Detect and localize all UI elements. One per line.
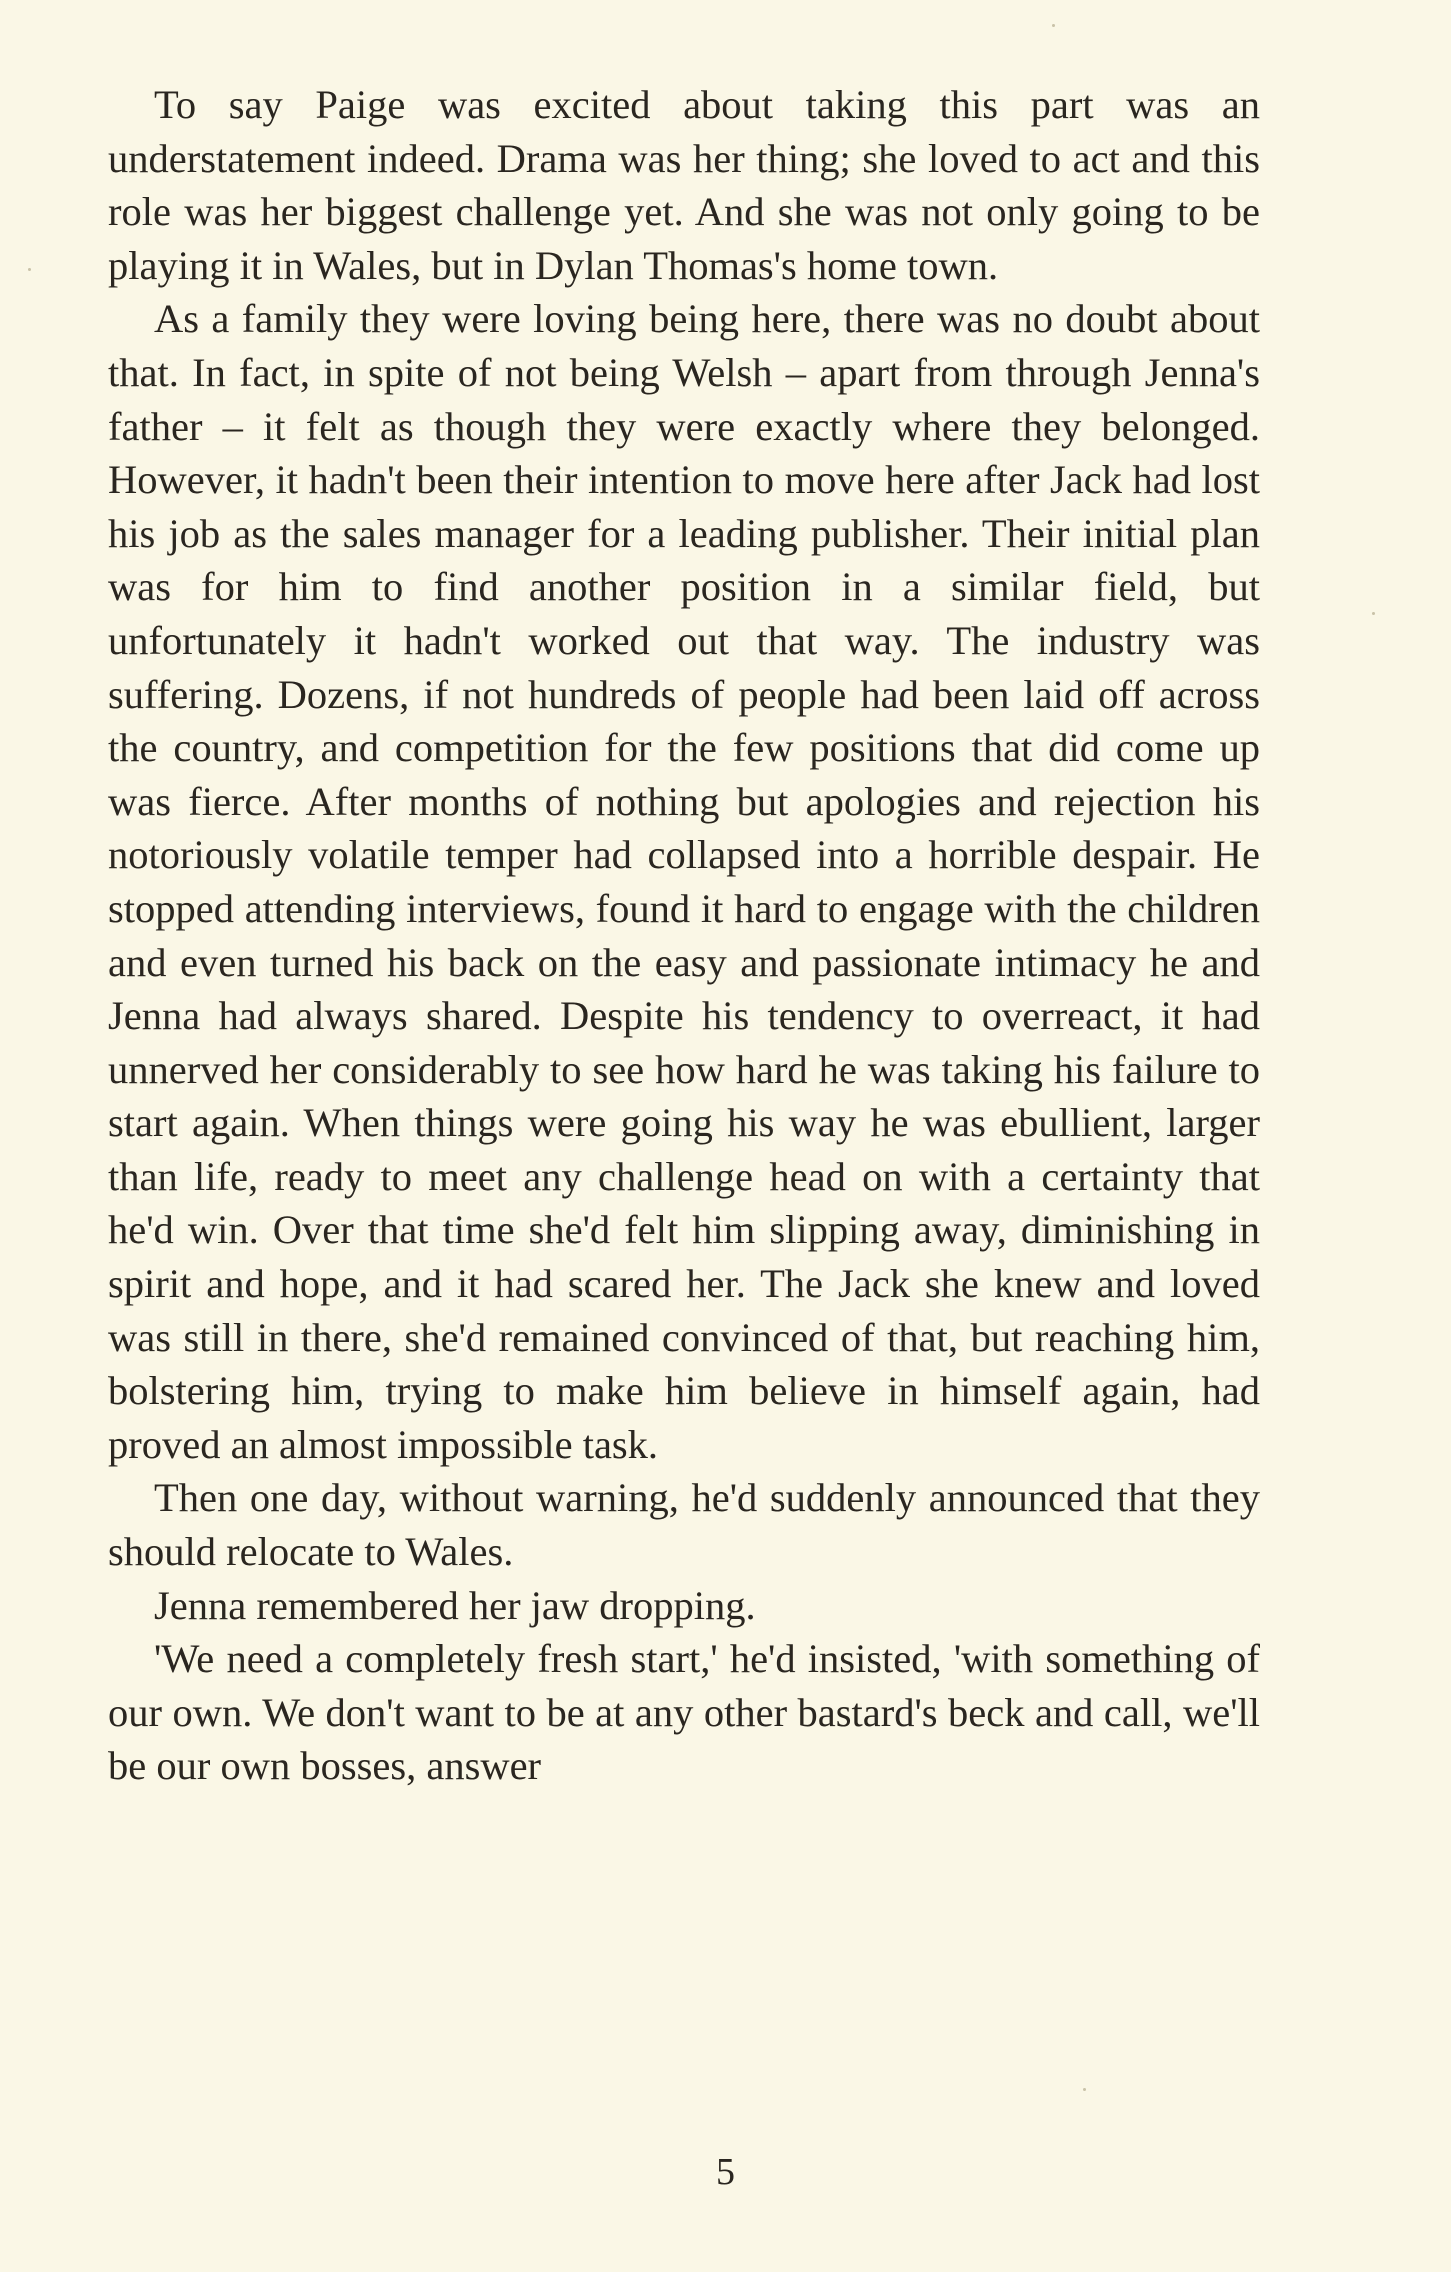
paper-speck bbox=[1083, 2088, 1086, 2091]
paragraph-1: To say Paige was excited about taking this part was an understatement indeed. Drama was her thing; she loved to act and this role was her biggest challenge yet. And she was not only going to be playing it in Wales, but in Dylan Thomas's home town. bbox=[108, 82, 1260, 288]
paragraph-3: Then one day, without warning, he'd suddenly announced that they should relocate to Wales. bbox=[108, 1475, 1260, 1575]
paragraph-5: 'We need a completely fresh start,' he'd insisted, 'with something of our own. We don't want to be at any other bastard's beck and call, we'll be our own bosses, answer bbox=[108, 1636, 1260, 1789]
paper-speck bbox=[1372, 612, 1375, 615]
paragraph-4: Jenna remembered her jaw dropping. bbox=[154, 1582, 756, 1628]
body-text bbox=[108, 78, 1260, 1793]
page-number: 5 bbox=[716, 2151, 735, 2193]
paper-speck bbox=[28, 268, 31, 271]
paragraph-2: As a family they were loving being here, there was no doubt about that. In fact, in spite of not being Welsh – apart from through Jenna's father – it felt as though they were exactly where they belonged. However, it hadn't been their intention to move here after Jack had lost his job as the sales manager for a leading publisher. Their initial plan was for him to find another position in a similar field, but unfortunately it hadn't worked out that way. The industry was suffering. Dozens, if not hundreds of people had been laid off across the country, and competition for the few positions that did come up was fierce. After months of nothing but apologies and rejection his notoriously volatile temper had collapsed into a horrible despair. He stopped attending interviews, found it hard to engage with the children and even turned his back on the easy and passionate intimacy he and Jenna had always shared. Despite his tendency to overreact, it had unnerved her considerably to see how hard he was taking his failure to start again. When things were going his way he was ebullient, larger than life, ready to meet any challenge head on with a certainty that he'd win. Over that time she'd felt him slipping away, diminishing in spirit and hope, and it had scared her. The Jack she knew and loved was still in there, she'd remained convinced of that, but reaching him, bolstering him, trying to make him believe in himself again, had proved an almost impossible task. bbox=[108, 296, 1260, 1467]
paper-speck bbox=[1052, 24, 1055, 27]
